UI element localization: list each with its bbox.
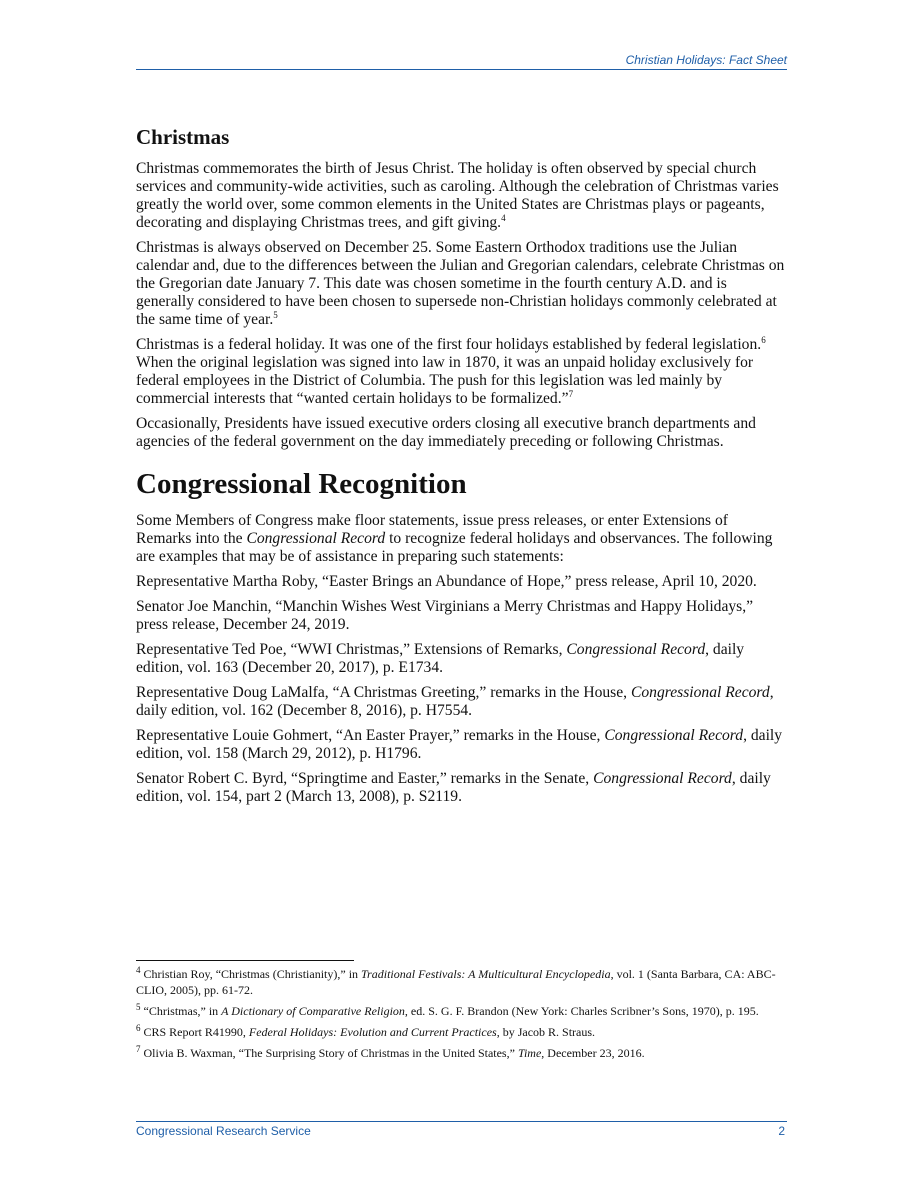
christmas-paragraph-3: Christmas is a federal holiday. It was one of the first four holidays established by federal legislation.$^6$ When the original legislation was signed into law in 1870, it was an unpaid holiday exclusively for federal employees in the District of Columbia. The push for this legislation was led mainly by commercial interests that “wanted certain holidays to be formalized.”$^7$: [136, 334, 766, 407]
footnote-number: 6: [136, 1023, 141, 1033]
footnote-item: $^7$ Olivia B. Waxman, “The Surprising Story of Christmas in the United States,” Time, December 23, 2016.: [136, 1044, 645, 1060]
reference-item: Senator Robert C. Byrd, “Springtime and Easter,” remarks in the Senate, Congressional Record, daily edition, vol. 154, part 2 (March 13, 2008), p. S2119.: [136, 770, 771, 805]
footnote-ref[interactable]: 5: [273, 309, 278, 320]
footnote-ref[interactable]: 4: [501, 212, 506, 223]
reference-item: Senator Joe Manchin, “Manchin Wishes West Virginians a Merry Christmas and Happy Holidays,” press release, December 24, 2019.: [136, 598, 754, 633]
christmas-paragraph-2: Christmas is always observed on December 25. Some Eastern Orthodox traditions use the Julian calendar and, due to the differences between the Julian and Gregorian calendars, celebrate Christmas on the Gregorian date January 7. This date was chosen sometime in the fourth century A.D. and is generally considered to have been chosen to supersede non-Christian holidays commonly celebrated at the same time of year.$^5$: [136, 239, 785, 328]
reference-item: Representative Ted Poe, “WWI Christmas,” Extensions of Remarks, Congressional Record, daily edition, vol. 163 (December 20, 2017), p. E1734.: [136, 641, 745, 676]
christmas-paragraph-1: Christmas commemorates the birth of Jesus Christ. The holiday is often observed by special church services and community-wide activities, such as caroling. Although the celebration of Christmas varies greatly the world over, some common elements in the United States are Christmas plays or pageants, decorating and displaying Christmas trees, and gift giving.$^4$: [136, 160, 779, 231]
reference-item: Representative Doug LaMalfa, “A Christmas Greeting,” remarks in the House, Congressional Record, daily edition, vol. 162 (December 8, 2016), p. H7554.: [136, 684, 774, 719]
reference-item: Representative Louie Gohmert, “An Easter Prayer,” remarks in the House, Congressional Record, daily edition, vol. 158 (March 29, 2012), p. H1796.: [136, 727, 783, 762]
footnote-ref[interactable]: 6: [761, 334, 766, 345]
page-footer: [136, 1124, 787, 1138]
footnote-item: $^6$ CRS Report R41990, Federal Holidays: Evolution and Current Practices, by Jacob R. Straus.: [136, 1023, 596, 1039]
page-number: 2: [778, 1124, 785, 1138]
congressional-recognition-heading: Congressional Recognition: [136, 468, 467, 500]
footnotes: [136, 966, 776, 1066]
reference-item: Representative Martha Roby, “Easter Brings an Abundance of Hope,” press release, April 10, 2020.: [136, 573, 757, 590]
header-rule: [136, 69, 787, 70]
footnote-number: 5: [136, 1002, 141, 1012]
christmas-paragraph-4: Occasionally, Presidents have issued executive orders closing all executive branch departments and agencies of the federal government on the day immediately preceding or following Christmas.: [136, 415, 756, 450]
reference-list: [136, 573, 787, 806]
footnote-number: 7: [136, 1044, 141, 1054]
running-header: Christian Holidays: Fact Sheet: [625, 53, 787, 67]
footnote-item: $^5$ “Christmas,” in A Dictionary of Comparative Religion, ed. S. G. F. Brandon (New York: Charles Scribner’s Sons, 1970), p. 195.: [136, 1002, 759, 1018]
footnote-ref[interactable]: 7: [568, 388, 574, 399]
congress-intro: Some Members of Congress make floor statements, issue press releases, or enter Extensions of Remarks into the Congressional Record to recognize federal holidays and observances. The following are examples that may be of assistance in preparing such statements:: [136, 512, 773, 565]
footer-rule: [136, 1121, 787, 1122]
footnote-item: $^4$ Christian Roy, “Christmas (Christianity),” in Traditional Festivals: A Multicultural Encyclopedia, vol. 1 (Santa Barbara, CA: ABC-CLIO, 2005), pp. 61-72.: [136, 965, 776, 997]
footnote-number: 4: [136, 965, 141, 975]
footnote-rule: [136, 960, 354, 961]
footer-org: Congressional Research Service: [136, 1124, 311, 1138]
page-body: [136, 123, 787, 813]
christmas-heading: Christmas: [136, 125, 230, 149]
